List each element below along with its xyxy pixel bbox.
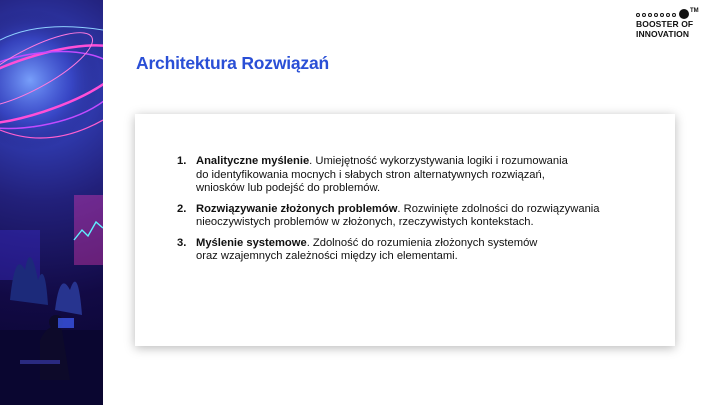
list-item [177, 155, 657, 196]
numbered-list [177, 155, 657, 271]
list-item-text: do identyfikowania mocnych i słabych stron alternatywnych rozwiązań, [196, 168, 545, 181]
list-item-text: . Zdolność do rozumienia złożonych systemów [306, 236, 538, 249]
list-item-number: 1. [177, 155, 187, 167]
logo-trademark: TM [690, 8, 699, 14]
list-item-number: 2. [177, 202, 187, 215]
list-item-heading: Myślenie systemowe [196, 236, 307, 249]
page-title: Architektura Rozwiązań [136, 53, 330, 73]
content-card [135, 114, 675, 346]
decorative-side-illustration [0, 0, 103, 405]
list-item-heading: Analityczne myślenie [196, 155, 310, 167]
logo-text-line2: INNOVATION [636, 28, 690, 39]
logo-text-line1: BOOSTER OF [636, 19, 694, 29]
list-item-text: nieoczywistych problemów w złożonych, rzeczywistych kontekstach. [196, 216, 534, 228]
list-item [177, 203, 657, 230]
list-item-heading: Rozwiązywanie złożonych problemów [196, 202, 398, 215]
company-logo [636, 8, 714, 39]
list-item-text: oraz wzajemnych zależności między ich elementami. [196, 250, 458, 262]
list-item-number: 3. [177, 236, 187, 249]
logo-dots-icon [636, 8, 714, 20]
list-item-text: wniosków lub podejść do problemów. [196, 182, 381, 194]
list-item [177, 237, 657, 264]
list-item-text: . Rozwinięte zdolności do rozwiązywania [397, 202, 600, 215]
list-item-text: . Umiejętność wykorzystywania logiki i rozumowania [309, 155, 568, 167]
globe-network-illustration-icon [0, 0, 103, 405]
